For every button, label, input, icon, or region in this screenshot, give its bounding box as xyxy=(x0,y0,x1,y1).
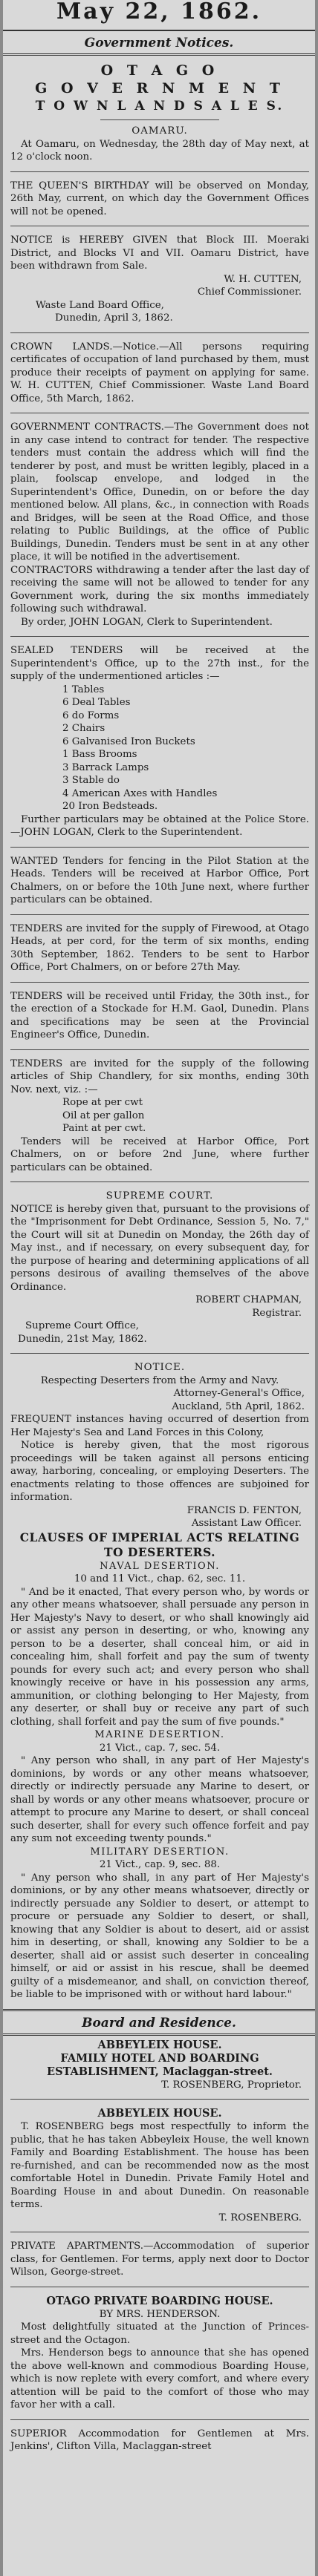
land-notice-body: NOTICE is HEREBY GIVEN that Block III. Moeraki District, and Blocks VI and VII. Oamaru District, have been withdrawn from Sale. xyxy=(10,235,309,272)
ship-chandlery-ad xyxy=(10,1055,309,1178)
chandlery-foot: Tenders will be received at Harbor Office, Port Chalmers, on or before 2nd June, where further particulars can be obtained. xyxy=(10,1135,309,1173)
list-item: 4 American Axes with Handles xyxy=(62,787,218,799)
page-date-header: May 22, 1862. xyxy=(3,0,315,31)
contracts-ad xyxy=(10,418,309,632)
divider xyxy=(10,847,309,848)
list-item: 3 Stable do xyxy=(62,775,120,786)
chandlery-body: TENDERS are invited for the supply of the following articles of Ship Chandlery, for six months, ending 30th Nov. next, viz. :— xyxy=(10,1058,309,1095)
board-residence-heading: Board and Residence. xyxy=(3,2009,315,2036)
list-item: 20 Iron Bedsteads. xyxy=(62,801,158,812)
otago-boarding-by: BY MRS. HENDERSON. xyxy=(99,2308,221,2320)
board-column xyxy=(3,2036,315,2457)
land-notice-sig-title: Chief Commissioner. xyxy=(197,286,302,298)
sale-line-3: T O W N L A N D S A L E S. xyxy=(35,99,285,114)
otago-boarding-body-2: Mrs. Henderson begs to announce that she has opened the above well-known and commodious Boarding House, which is now replete with every comfort, and where every attention will be paid to the comfort of those who may favor her with a call. xyxy=(10,2347,309,2411)
firewood-body: TENDERS are invited for the supply of Firewood, at Otago Heads, at per cord, for the term of six months, ending 30th September, 1862. Tenders to be sent to Harbor Office, Port Chalmers, on or before 27th May. xyxy=(10,922,309,973)
birthday-ad xyxy=(10,177,309,222)
deserters-body-1: FREQUENT instances having occurred of desertion from Her Majesty's Sea and Land Forces in this Colony, xyxy=(10,1414,309,1438)
naval-body: " And be it enacted, That every person who, by words or any other means whatsoever, shall persuade any person in Her Majesty's Navy to desert, or who shall knowingly aid or assist any person in deserting, or who, knowing any person to be a deserter, shall conceal him, or aid in concealing him, shall forfeit and pay the sum of twenty pounds for every such act; and every person who shall knowingly receive or have in his possession any arms, ammunition, or clothing belonging to Her Majesty, from any deserter, or shall buy or receive any part of such clothing, shall forfeit and pay the sum of five pounds." xyxy=(10,1586,309,1728)
fencing-body: WANTED Tenders for fencing in the Pilot Station at the Heads. Tenders will be received at Harbor Office, Port Chalmers, on or before the 10th June next, where further particulars can be obtained. xyxy=(10,855,309,905)
government-notices-heading: Government Notices. xyxy=(3,31,315,56)
chandlery-items-list xyxy=(10,1096,309,1135)
list-item: Rope at per cwt xyxy=(62,1097,143,1108)
military-body: " Any person who shall, in any part of Her Majesty's dominions, or by any other means whatsoever, directly or indirectly persuade any Soldier to desert, or attempt to procure or persuade any Soldier to desert, or shall, knowing that any Soldier is about to desert, aid or assist him in deserting, or shall, knowing any Soldier to be a deserter, shall aid or assist such deserter in concealing himself, or aid or assist in his rescue, shall be deemed guilty of a misdemeanor, and shall, on conviction thereof, be liable to be imprisoned with or without hard labour." xyxy=(10,1872,309,2000)
deserters-office: Attorney-General's Office, xyxy=(173,1388,305,1399)
supreme-court-ad xyxy=(10,1187,309,1348)
clauses-heading: CLAUSES OF IMPERIAL ACTS RELATING TO DESERTERS. xyxy=(19,1530,300,1559)
marine-ref: 21 Vict., cap. 7, sec. 54. xyxy=(99,1742,221,1754)
deserters-dated: Auckland, 5th April, 1862. xyxy=(172,1400,305,1412)
firewood-ad xyxy=(10,920,309,977)
land-sale-ad xyxy=(10,56,309,167)
sale-line-1: O T A G O xyxy=(100,62,219,79)
land-notice-office: Waste Land Board Office, xyxy=(36,299,164,311)
naval-ref: 10 and 11 Vict., chap. 62, sec. 11. xyxy=(74,1573,246,1584)
land-notice-dated: Dunedin, April 3, 1862. xyxy=(55,312,173,324)
divider xyxy=(10,914,309,915)
divider xyxy=(10,982,309,983)
contracts-sig: By order, JOHN LOGAN, Clerk to Superintendent. xyxy=(21,616,273,628)
divider xyxy=(10,636,309,637)
supreme-court-sig-name: ROBERT CHAPMAN, xyxy=(195,1294,302,1305)
otago-boarding-body-1: Most delightfully situated at the Junction of Princes-street and the Octagon. xyxy=(10,2321,309,2346)
divider xyxy=(10,2099,309,2100)
deserters-sig-title: Assistant Law Officer. xyxy=(191,1518,302,1529)
crown-lands-body: CROWN LANDS.—Notice.—All persons requiring certificates of occupation of land purchased by them, must produce their receipts of payment on applying for same. W. H. CUTTEN, Chief Commissioner. Waste Land Board Office, 5th March, 1862. xyxy=(10,341,309,404)
birthday-body: THE QUEEN'S BIRTHDAY will be observed on Monday, 26th May, current, on which day the Government Offices will not be opened. xyxy=(10,180,309,217)
land-notice-sig-name: W. H. CUTTEN, xyxy=(224,273,302,285)
government-column xyxy=(3,56,315,2005)
sealed-foot: Further particulars may be obtained at the Police Store.—JOHN LOGAN, Clerk to the Superintendent. xyxy=(10,813,309,838)
list-item: 6 do Forms xyxy=(62,709,120,721)
withdrawn-land-ad xyxy=(10,231,309,328)
military-ref: 21 Vict., cap. 9, sec. 88. xyxy=(99,1859,221,1870)
list-item: Paint at per cwt. xyxy=(62,1123,146,1134)
deserters-body-2: Notice is hereby given, that the most rigorous proceedings will be taken against all persons enticing away, harboring, concealing, or employing Deserters. The enactments relating to those offences are subjoined for information. xyxy=(10,1440,309,1503)
abbeyleix-sig-1: T. ROSENBERG, Proprietor. xyxy=(161,2079,302,2091)
sale-body: At Oamaru, on Wednesday, the 28th day of May next, at 12 o'clock noon. xyxy=(10,138,309,163)
divider xyxy=(100,119,220,120)
military-heading: MILITARY DESERTION. xyxy=(90,1846,230,1858)
marine-body: " Any person who shall, in any part of Her Majesty's dominions, by words or any other means whatsoever, directly or indirectly persuade any Marine to desert, or shall by words or any other means whatsoever, procure or attempt to procure any Marine to desert, or shall conceal such deserter, shall for every such offence forfeit and pay any sum not exceeding twenty pounds." xyxy=(10,1755,309,1844)
list-item: 6 Galvanised Iron Buckets xyxy=(62,735,195,747)
supreme-court-sig-title: Registrar. xyxy=(252,1307,302,1319)
newspaper-page xyxy=(3,0,315,2576)
list-item: 2 Chairs xyxy=(62,723,106,734)
deserters-subtitle: Respecting Deserters from the Army and Navy. xyxy=(40,1374,279,1386)
sale-place: OAMARU. xyxy=(132,125,188,137)
list-item: 3 Barrack Lamps xyxy=(62,761,149,773)
divider xyxy=(10,332,309,333)
divider xyxy=(10,1049,309,1050)
stockade-body: TENDERS will be received until Friday, the 30th inst., for the erection of a Stockade for H.M. Gaol, Dunedin. Plans and specifications may be seen at the Provincial Engineer's Office, Dunedin. xyxy=(10,990,309,1040)
naval-heading: NAVAL DESERTION. xyxy=(100,1560,220,1572)
deserters-title: NOTICE. xyxy=(134,1362,186,1373)
list-item: Oil at per gallon xyxy=(62,1110,145,1121)
list-item: 1 Bass Brooms xyxy=(62,749,137,760)
divider xyxy=(10,2419,309,2420)
fencing-ad xyxy=(10,852,309,910)
abbeyleix-title-1: ABBEYLEIX HOUSE. xyxy=(97,2038,222,2051)
sealed-items-list xyxy=(10,684,309,813)
private-apartments-ad xyxy=(10,2237,309,2282)
list-item: 1 Tables xyxy=(62,684,105,695)
deserters-sig-name: FRANCIS D. FENTON, xyxy=(186,1504,302,1516)
divider xyxy=(10,1353,309,1354)
otago-boarding-ad xyxy=(10,2292,309,2415)
supreme-court-office: Supreme Court Office, xyxy=(25,1320,139,1331)
sale-line-2: G O V E R N M E N T xyxy=(35,80,285,96)
crown-lands-ad xyxy=(10,338,309,409)
list-item: 6 Deal Tables xyxy=(62,697,131,708)
supreme-court-body: NOTICE is hereby given that, pursuant to the provisions of the "Imprisonment for Debt Ordinance, Session 5, No. 7," the Court will sit at Dunedin on Monday, the 26th day of May inst., and if necessary, on every subsequent day, for the purpose of hearing and determining applications of all persons desirous of availing themselves of the above Ordinance. xyxy=(10,1203,309,1293)
private-apartments-body: PRIVATE APARTMENTS.—Accommodation of superior class, for Gentlemen. For terms, apply next door to Doctor Wilson, George-street. xyxy=(10,2241,309,2278)
supreme-court-title: SUPREME COURT. xyxy=(106,1190,214,1202)
supreme-court-dated: Dunedin, 21st May, 1862. xyxy=(18,1333,147,1345)
otago-boarding-title: OTAGO PRIVATE BOARDING HOUSE. xyxy=(46,2294,273,2307)
deserters-ad xyxy=(10,1358,309,2005)
superior-accommodation-ad xyxy=(10,2425,309,2457)
abbeyleix-ad-2 xyxy=(10,2104,309,2227)
abbeyleix-title-2: ABBEYLEIX HOUSE. xyxy=(97,2107,222,2120)
contracts-body-2: CONTRACTORS withdrawing a tender after the last day of receiving the same will not be allowed to tender for any Government work, during the six months immediately following such withdrawal. xyxy=(10,564,309,614)
marine-heading: MARINE DESERTION. xyxy=(94,1729,225,1740)
contracts-body-1: GOVERNMENT CONTRACTS.—The Government does not in any case intend to contract for tender. The respective tenders must contain the address which will find the tenderer by post, and must be written legibly, placed in a plain, foolscap envelope, and lodged in the Superintendent's Office, Dunedin, on or before the day mentioned below. All plans, &c., in connection with Roads and Bridges, will be seen at the Road Office, and those relating to Public Buildings, at the office of Public Buildings, Dunedin. Tenders must be sent in at any other place, it will be notified in the advertisement. xyxy=(10,422,309,563)
abbeyleix-ad-1 xyxy=(10,2036,309,2095)
abbeyleix-line-2: FAMILY HOTEL AND BOARDING ESTABLISHMENT, Maclaggan-street. xyxy=(47,2051,273,2078)
superior-body: SUPERIOR Accommodation for Gentlemen at Mrs. Jenkins', Clifton Villa, Maclaggan-street xyxy=(10,2428,309,2452)
abbeyleix-sig-2: T. ROSENBERG. xyxy=(218,2212,302,2223)
sealed-tenders-ad xyxy=(10,641,309,842)
stockade-ad xyxy=(10,987,309,1045)
abbeyleix-body: T. ROSENBERG begs most respectfully to inform the public, that he has taken Abbeyleix House, the well known Family and Boarding Establishment. The house has been re-furnished, and can be recommended now as the most comfortable Hotel in Dunedin. Private Family Hotel and Boarding House in and about Dunedin. On reasonable terms. xyxy=(10,2121,309,2210)
divider xyxy=(10,171,309,172)
sealed-body: SEALED TENDERS will be received at the Superintendent's Office, up to the 27th inst., for the supply of the undermentioned articles :— xyxy=(10,645,309,682)
